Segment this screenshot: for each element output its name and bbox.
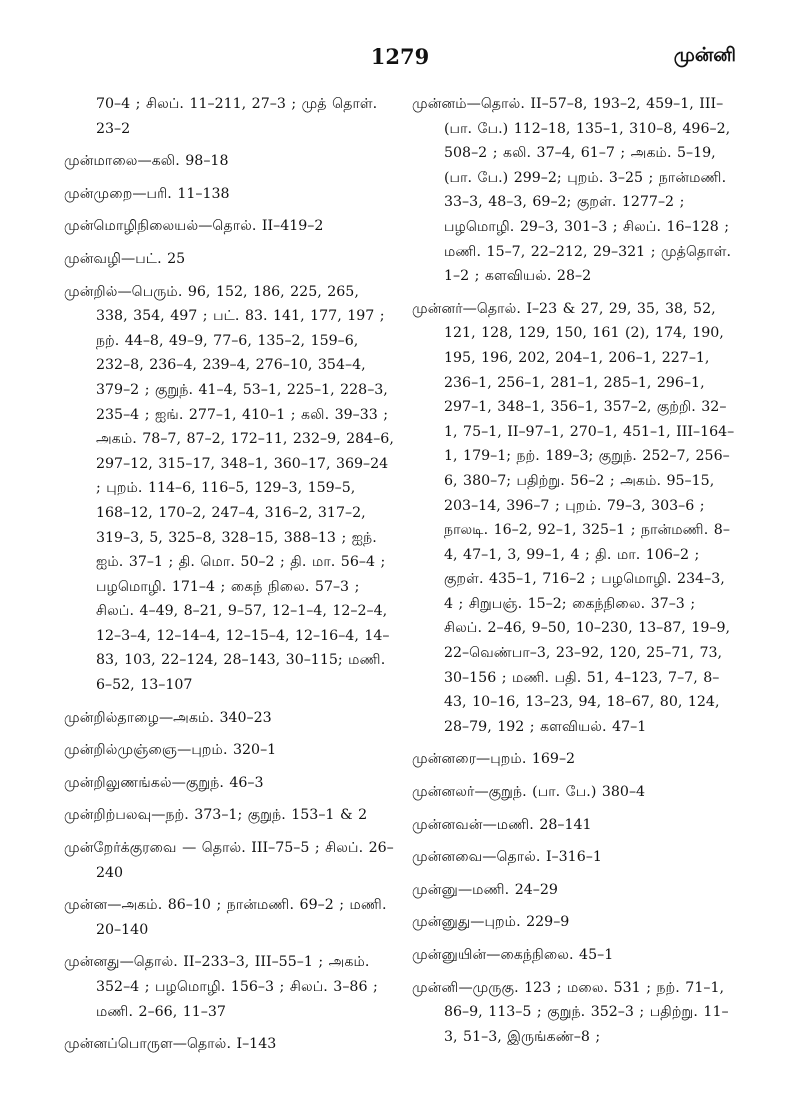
index-entry: முன்னுது—புறம். 229–9: [412, 914, 570, 931]
index-entry: முன்னி—முருகு. 123 ; மலை. 531 ; நற். 71–1, 86–9, 113–5 ; குறுந். 352–3 ; பதிற்று. 11–3, 51–3, இருங்கண்–8 ;: [412, 979, 729, 1045]
index-entry: முன்மொழிநிலையல்—தொல். II–419–2: [64, 218, 324, 235]
index-entry: முன்னவை—தொல். I–316–1: [412, 849, 602, 866]
index-entry: முன்னம்—தொல். II–57–8, 193–2, 459–1, III–(பா. பே.) 112–18, 135–1, 310–8, 496–2, 508–2 ; கலி. 37–4, 61–7 ; அகம். 5–19, (பா. பே.) 299–2; புறம். 3–25 ; நான்மணி. 33–3, 48–3, 69–2; குறள். 1277–2 ; பழமொழி. 29–3, 301–3 ; சிலப். 16–128 ; மணி. 15–7, 22–212, 29–321 ; முத்தொள். 1–2 ; களவியல். 28–2: [412, 96, 732, 285]
index-entry: முன்றேர்க்குரவை — தொல். III–75–5 ; சிலப். 26–240: [64, 840, 394, 881]
index-entry: முன்றில்—பெரும். 96, 152, 186, 225, 265, 338, 354, 497 ; பட். 83. 141, 177, 197 ; நற். 44–8, 49–9, 77–6, 135–2, 159–6, 232–8, 236–4, 239–4, 276–10, 354–4, 379–2 ; குறுந். 41–4, 53–1, 225–1, 228–3, 235–4 ; ஐங். 277–1, 410–1 ; கலி. 39–33 ; அகம். 78–7, 87–2, 172–11, 232–9, 284–6, 297–12, 315–17, 348–1, 360–17, 369–24 ; புறம். 114–6, 116–5, 129–3, 159–5, 168–12, 170–2, 247–4, 316–2, 317–2, 319–3, 5, 325–8, 328–15, 388–13 ; ஐந். ஐம். 37–1 ; தி. மொ. 50–2 ; தி. மா. 56–4 ; பழமொழி. 171–4 ; கைந் நிலை. 57–3 ; சிலப். 4–49, 8–21, 9–57, 12–1–4, 12–2–4, 12–3–4, 12–14–4, 12–15–4, 12–16–4, 14–83, 103, 22–124, 28–143, 30–115; மணி. 6–52, 13–107: [64, 283, 394, 694]
index-entry: முன்னவன்—மணி. 28–141: [412, 816, 592, 833]
page-number: 1279: [370, 44, 430, 69]
index-entry: முன்னர்—தொல். I–23 & 27, 29, 35, 38, 52, 121, 128, 129, 150, 161 (2), 174, 190, 195, 196, 202, 204–1, 206–1, 227–1, 236–1, 256–1, 281–1, 285–1, 296–1, 297–1, 348–1, 356–1, 357–2, குற்றி. 32–1, 75–1, II–97–1, 270–1, 451–1, III–164–1, 179–1; நற். 189–3; குறுந். 252–7, 256–6, 380–7; பதிற்று. 56–2 ; அகம். 95–15, 203–14, 396–7 ; புறம். 79–3, 303–6 ; நாலடி. 16–2, 92–1, 325–1 ; நான்மணி. 8–4, 47–1, 3, 99–1, 4 ; தி. மா. 106–2 ; குறள். 435–1, 716–2 ; பழமொழி. 234–3, 4 ; சிறுபஞ். 15–2; கைந்நிலை. 37–3 ; சிலப். 2–46, 9–50, 10–230, 13–87, 19–9, 22–வெண்பா–3, 23–92, 120, 25–71, 73, 30–156 ; மணி. பதி. 51, 4–123, 7–7, 8–43, 10–16, 13–23, 94, 18–67, 80, 124, 28–79, 192 ; களவியல். 47–1: [412, 300, 735, 735]
index-entry: 70–4 ; சிலப். 11–211, 27–3 ; முத் தொள். 23–2: [96, 96, 378, 137]
index-entry: முன்றில்தாழை—அகம். 340–23: [64, 709, 272, 726]
index-entry: முன்மாலை—கலி. 98–18: [64, 153, 229, 170]
running-head: முன்னி: [673, 44, 736, 66]
index-entry: முன்றில்முஞ்ஞை—புறம். 320–1: [64, 742, 277, 759]
index-entry: முன்றிலுணங்கல்—குறுந். 46–3: [64, 774, 264, 791]
index-entry: முன்னரை—புறம். 169–2: [412, 751, 576, 768]
index-entry: முன்ன—அகம். 86–10 ; நான்மணி. 69–2 ; மணி. 20–140: [64, 897, 387, 938]
index-entry: முன்னு—மணி. 24–29: [412, 881, 558, 898]
index-entry: முன்னலர்—குறுந். (பா. பே.) 380–4: [412, 784, 646, 801]
index-entry: முன்வழி—பட். 25: [64, 250, 186, 267]
index-entry: முன்னுயின்—கைந்நிலை. 45–1: [412, 947, 614, 963]
index-entry: முன்னப்பொருள—தொல். I–143: [64, 1036, 277, 1053]
index-entry: முன்முறை—பரி. 11–138: [64, 185, 230, 202]
index-entry: முன்னது—தொல். II–233–3, III–55–1 ; அகம். 352–4 ; பழமொழி. 156–3 ; சிலப். 3–86 ; மணி. 2–66, 11–37: [64, 954, 378, 1020]
left-column: [64, 92, 394, 1065]
index-entry: முன்றிற்பலவு—நற். 373–1; குறுந். 153–1 & 2: [64, 807, 368, 824]
right-column: [412, 92, 738, 1057]
